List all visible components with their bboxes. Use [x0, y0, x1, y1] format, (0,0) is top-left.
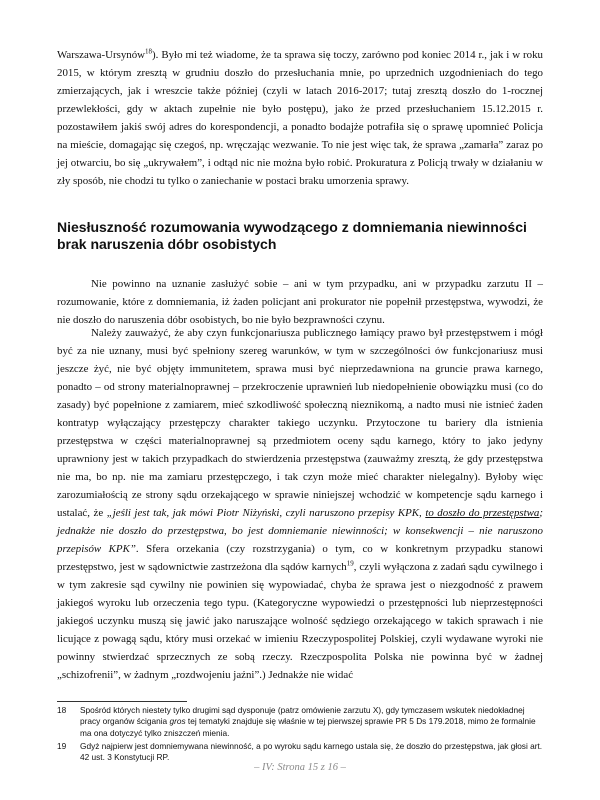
footnote-19 [57, 741, 543, 764]
quote-part-1: „jeśli jest tak, jak mówi Piotr Niżyński, czyli naruszono przepisy KPK, [106, 507, 426, 519]
para-b-text-3: , czyli wyłączona z zadań sądu cywilnego i w tym zakresie sąd cywilny nie powinien się wypowiadać, chyba że sprawa jest o niezgodność z prawem jakiegoś wyroku lub orzeczenia tego typu. (Kategoryczne wypowiedzi o przestępności lub nieprzestępności jakiegoś uczynku muszą się jawić jako naruszające wolność sędziego orzekającego w takich sprawach i nie licujące z powagą sądu, który musi orzekać w imieniu Rzeczypospolitej Polskiej, czyli wydawane wyroki nie powinny stwierdzać sprzecznych ze sobą rzeczy. Rzeczpospolita Polska nie powinna być w żadnej „schizofrenii”, w żadnym „rozdwojeniu jaźni”.) Jednakże nie widać [57, 561, 543, 681]
footnote-ref-18[interactable]: 18 [145, 47, 153, 56]
footnote-separator [57, 701, 187, 702]
page-footer: – IV: Strona 15 z 16 – [254, 762, 346, 773]
footnote-number: 19 [57, 741, 67, 751]
intro-text-2: ). Było mi też wiadome, że ta sprawa się toczy, zarówno pod koniec 2014 r., jak i w roku 2015, w którym zresztą w grudniu doszło do przesłuchania mnie, po uprzednich uzgodnieniach do tego zmierzających, jak i wreszcie także później (czyli w latach 2016-2017; tutaj zresztą doszło do 1-rocznej przewlekłości, gdy w aktach zupełnie nie było postępu), jako że przed przesłuchaniem 15.12.2015 r. pozostawiłem jakiś swój adres do korespondencji, a ponadto bodajże potrafiła się o sprawę upomnieć Policja na mieście, domagając się czegoś, np. wręczając wezwanie. To nie jest więc tak, że sprawa „zamarła” zaraz po jej otwarciu, bo się „ukrywałem”, i odtąd nic nie można było robić. Prokuratura z Policją trwały w działaniu w zły sposób, nie chodzi tu tylko o zaniechanie w postaci braku umorzenia sprawy. [57, 49, 543, 187]
footnote-number: 18 [57, 705, 67, 715]
footnote-18-text-1: Spośród których niestety tylko drugimi sąd dysponuje (patrz omówienie zarzutu X), gdy tymczasem wskutek niedokładnej pracy organów ścigania [80, 705, 525, 727]
footnote-18 [57, 705, 543, 739]
section-heading: Niesłuszność rozumowania wywodzącego z domniemania niewinności brak naruszenia dóbr osobistych [57, 219, 527, 252]
paragraph-criminal-court [57, 324, 543, 684]
paragraph-presumption: Nie powinno na uznanie zasłużyć sobie – ani w tym przypadku, ani w przypadku zarzutu II – rozumowanie, które z domniemania, iż żaden policjant ani prokurator nie popełnił przestępstwa, wywodzi, że nie doszło do naruszenia dóbr osobistych, bo nie było bezprawności czynu. [57, 278, 543, 326]
footnote-text [80, 705, 543, 739]
footnote-18-text-2: tej tematyki znajduje się właśnie w tej pierwszej sprawie PR 5 Ds 179.2018, mimo że formalnie ma ona dotyczyć tylko zniszczeń mienia. [80, 716, 536, 738]
para-b-text-1: Należy zauważyć, że aby czyn funkcjonariusza publicznego łamiący prawo był przestępstwem i mógł być za nie uznany, musi być spełniony szereg warunków, w tym w szczególności ów funkcjonariusz musi jeszcze żyć, nie być objęty immunitetem, sprawa musi być nieprzedawniona na gruncie prawa karnego, ponadto – od strony materialnoprawnej – przekroczenie uprawnień lub niedopełnienie obowiązku musi (co do zasady) być popełnione z zamiarem, mieć szkodliwość społeczną nieznikomą, a nadto musi nie istnieć żaden kontratyp wyłączający przestępczy charakter takiego uczynku. Przytoczone tu bariery dla istnienia przestępstwa w części materialnoprawnej są przedmiotem oceny sądu karnego, który to jako jedyny uprawniony jest w takich przypadkach do stwierdzenia przestępstwa (zauważmy zresztą, że gdy przestępstwa nie ma, bo np. nie ma zamiaru przestępczego, i tak czyn może mieć charakter nielegalny). Byłoby więc zarozumiałością ze strony sądu orzekającego w sprawie niniejszej wchodzić w kompetencje sądu karnego i ustalać, że [57, 327, 543, 519]
quote-underlined: to doszło do przestępstwa [425, 507, 540, 519]
intro-text-1: Warszawa-Ursynów [57, 49, 146, 61]
footnote-ref-19[interactable]: 19 [346, 559, 354, 568]
quote-part-2: ; jednakże nie doszło do przestępstwa, bo jest domniemanie niewinności; w konsekwencji – nie naruszono przepisów KPK” [57, 507, 544, 555]
footnote-text: Gdyż najpierw jest domniemywana niewinność, a po wyroku sądu karnego ustala się, że doszło do przestępstwa, jak głosi art. 42 ust. 3 Konstytucji RP. [80, 741, 543, 763]
intro-paragraph [57, 46, 543, 190]
footnote-18-emphasis: gros [169, 716, 186, 727]
para-b-text-2: . Sfera orzekania (czy rozstrzygania) o tym, co w konkretnym przypadku stanowi przestępstwo, jest w sądownictwie zastrzeżona dla sądów karnych [57, 543, 543, 573]
